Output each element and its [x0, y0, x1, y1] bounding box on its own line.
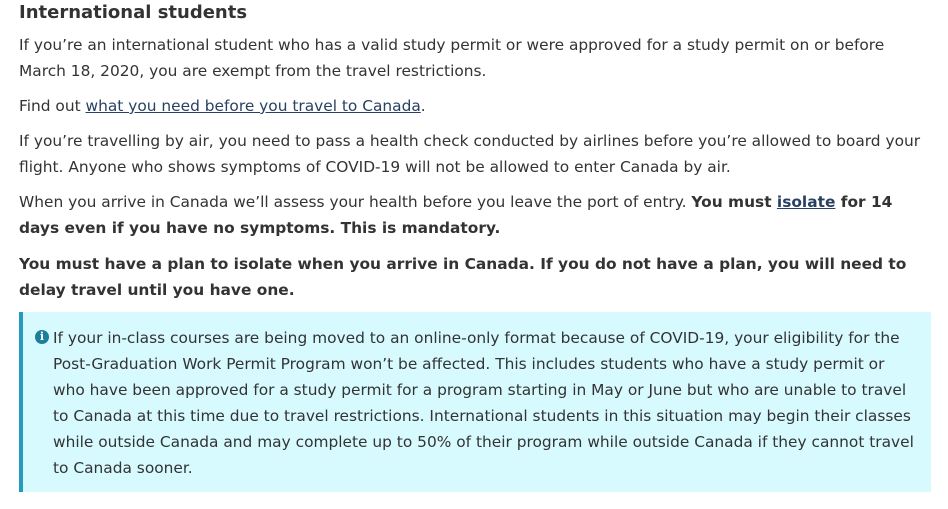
- find-out-paragraph: [19, 93, 931, 119]
- find-out-suffix: .: [420, 97, 426, 115]
- isolation-plan-paragraph: [19, 251, 931, 303]
- isolation-plan-text: You must have a plan to isolate when you arrive in Canada. If you do not have a plan, you will need to delay travel until you have one.: [19, 255, 907, 299]
- section-heading: International students: [19, 2, 248, 23]
- arrival-text: When you arrive in Canada we’ll assess your health before you leave the port of entry.: [19, 193, 692, 211]
- must-text: You must: [691, 193, 777, 211]
- find-out-prefix: Find out: [19, 97, 86, 115]
- isolate-link[interactable]: isolate: [776, 193, 836, 211]
- mandatory-text: for 14 days even if you have no symptoms. This is mandatory.: [19, 193, 893, 237]
- air-travel-paragraph: If you’re travelling by air, you need to pass a health check conducted by airlines before you’re allowed to board your flight. Anyone who shows symptoms of COVID-19 will not be allowed to enter Canada by air.: [19, 132, 921, 176]
- alert-text: If your in-class courses are being moved to an online-only format because of COVID-19, your eligibility for the Post-Graduation Work Permit Program won’t be affected. This includes students who have a study permit or who have been approved for a study permit for a program starting in May or June but who are unable to travel to Canada at this time due to travel restrictions. International students in this situation may begin their classes while outside Canada and may complete up to 50% of their program while outside Canada if they cannot travel to Canada sooner.: [53, 329, 914, 477]
- main-content: [19, 0, 931, 492]
- arrival-paragraph: [19, 189, 931, 241]
- info-alert: [19, 312, 931, 492]
- travel-requirements-link[interactable]: what you need before you travel to Canada: [85, 97, 421, 115]
- info-icon: i: [35, 330, 49, 344]
- exemption-paragraph: If you’re an international student who has a valid study permit or were approved for a study permit on or before March 18, 2020, you are exempt from the travel restrictions.: [19, 36, 885, 80]
